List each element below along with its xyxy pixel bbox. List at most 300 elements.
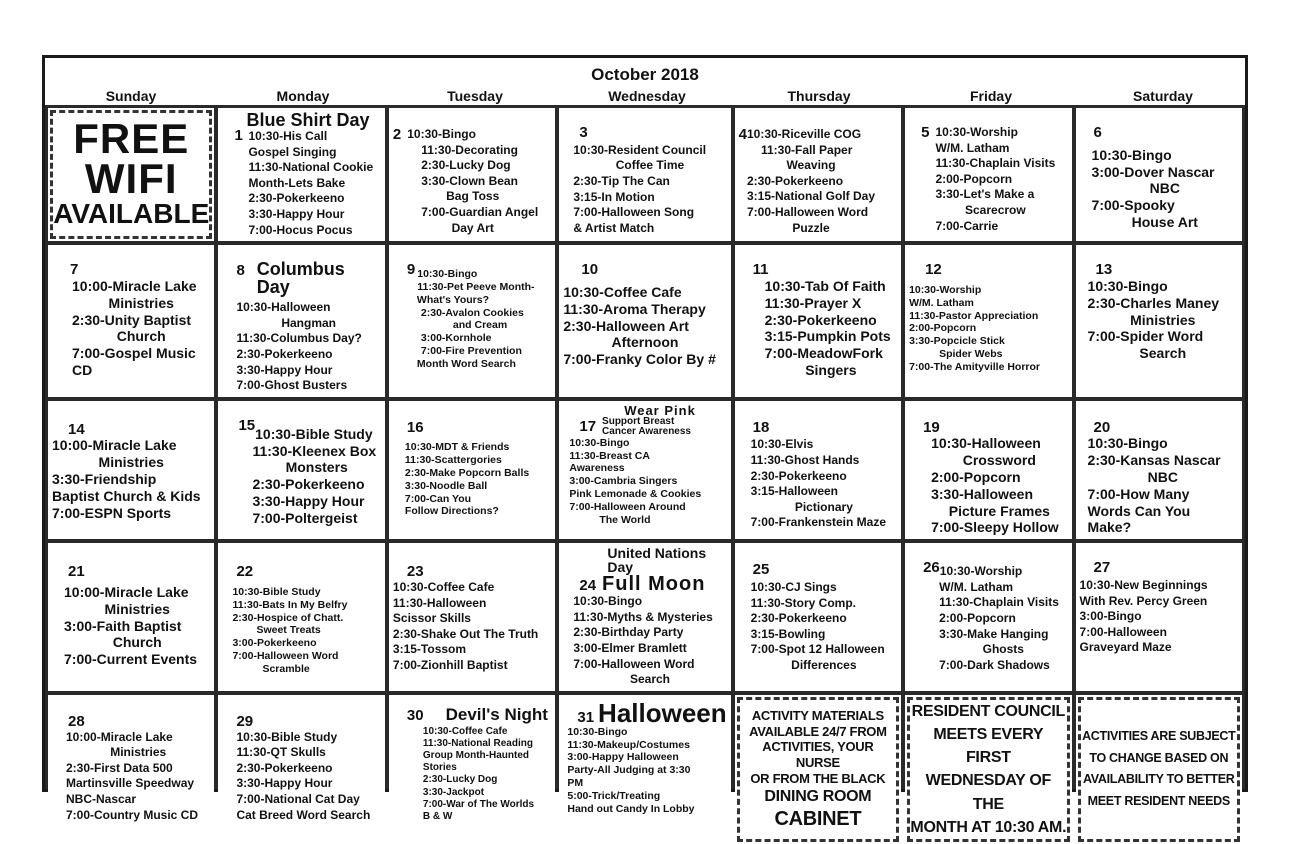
notice-line: OR FROM THE BLACK	[750, 771, 886, 787]
event-item: 11:30-Breast CA	[569, 449, 650, 462]
day-cell-26	[905, 543, 1071, 691]
event-item: 3:30-Noodle Ball	[404, 479, 488, 492]
event-item: 10:30-Coffee Cafe	[392, 580, 495, 594]
event-item: Ghosts	[982, 642, 1024, 657]
activity-materials-notice	[737, 697, 899, 842]
event-item: 2:30-Birthday Party	[573, 625, 684, 640]
day-number: 30	[406, 706, 424, 724]
day-cell-17	[559, 401, 730, 540]
event-item: 7:00-Can You	[404, 492, 472, 505]
day-cell-14	[48, 401, 214, 540]
event-item: 7:00-MeadowFork	[764, 345, 883, 362]
event-item: Weaving	[786, 158, 836, 173]
day-cell-13	[1076, 245, 1242, 397]
day-number: 16	[406, 418, 424, 436]
event-item: 10:30-CJ Sings	[750, 580, 837, 594]
event-item: and Cream	[452, 319, 508, 332]
event-item: Coffee Time	[615, 158, 685, 173]
event-item: 2:30-Avalon Cookies	[420, 306, 524, 319]
event-item: 7:00-War of The Worlds	[422, 798, 535, 810]
day-number: 1	[234, 127, 243, 144]
day-cell-3	[559, 108, 730, 241]
event-item: Follow Directions?	[404, 505, 499, 518]
day-name-friday: Friday	[969, 88, 1012, 104]
event-item: 7:00-Guardian Angel	[421, 204, 539, 219]
notice-line: MEET RESIDENT NEEDS	[1087, 794, 1230, 809]
event-item: 2:30-Kansas Nascar	[1087, 452, 1221, 469]
event-item: 2:30-Hospice of Chatt.	[232, 611, 344, 624]
event-item: Afternoon	[611, 334, 679, 351]
event-item: 11:30-Kleenex Box	[252, 442, 377, 459]
event-item: Hand out Candy In Lobby	[567, 802, 695, 815]
event-item: Gospel Singing	[248, 144, 337, 159]
wifi-notice-cell	[48, 108, 214, 241]
banner-support-breast: Support Breast	[602, 415, 675, 427]
day-number: 10	[581, 261, 599, 279]
day-cell-24	[559, 543, 730, 691]
event-item: 2:30-Unity Baptist	[72, 311, 192, 328]
day-name-saturday: Saturday	[1133, 88, 1193, 104]
activities-subject-notice-cell	[1076, 695, 1242, 844]
event-item: 2:30-Lucky Dog	[421, 158, 511, 173]
event-item: 7:00-Gospel Music	[72, 345, 196, 362]
day-cell-30	[389, 695, 555, 844]
event-item: 10:00-Miracle Lake	[52, 437, 177, 454]
day-number: 23	[406, 563, 424, 581]
day-cell-22	[218, 543, 384, 691]
event-item: 11:30-QT Skulls	[236, 745, 326, 760]
notice-line: ACTIVITIES, YOUR NURSE	[762, 739, 874, 771]
event-item: NBC	[1147, 469, 1178, 486]
event-item: 2:30-Lucky Dog	[422, 774, 498, 786]
day-name-wednesday: Wednesday	[608, 88, 686, 104]
event-item: 7:00-Fire Prevention	[420, 344, 522, 357]
day-cell-1	[218, 108, 384, 241]
event-item: 11:30-Myths & Mysteries	[573, 609, 713, 624]
event-item: 3:00-Dover Nascar	[1091, 163, 1215, 180]
event-item: Search	[1139, 345, 1187, 362]
event-item: 2:00-Popcorn	[909, 322, 977, 335]
event-item: Pink Lemonade & Cookies	[569, 487, 702, 500]
notice-line: ACTIVITIES ARE SUBJECT	[1082, 728, 1236, 743]
event-item: 2:30-Pokerkeeno	[764, 311, 877, 328]
event-item: Awareness	[569, 462, 625, 475]
day-number: 20	[1093, 418, 1111, 436]
banner-halloween: Halloween	[598, 697, 727, 728]
event-item: 7:00-Dark Shadows	[939, 657, 1050, 672]
event-item: 3:30-Clown Bean	[421, 173, 518, 188]
event-item: 10:30-MDT & Friends	[404, 441, 510, 454]
resident-council-notice	[907, 697, 1069, 842]
event-item: 7:00-Country Music CD	[66, 807, 199, 822]
day-number: 19	[923, 418, 940, 436]
event-item: Church	[112, 634, 162, 651]
event-item: Ministries	[108, 294, 174, 311]
calendar-grid	[45, 105, 1245, 836]
event-item: Sweet Treats	[256, 624, 321, 637]
event-item: W/M. Latham	[935, 140, 1010, 155]
event-item: 10:30-Bingo	[1091, 146, 1172, 163]
event-item: W/M. Latham	[909, 296, 974, 309]
event-item: Group Month-Haunted	[422, 749, 529, 761]
event-item: 3:00-Elmer Bramlett	[573, 641, 687, 656]
event-item: Make?	[1087, 519, 1132, 536]
event-item: 2:30-Pokerkeeno	[252, 476, 365, 493]
event-item: NBC	[1149, 180, 1180, 197]
event-item: Party-All Judging at 3:30	[567, 764, 691, 777]
notice-line: MEETS EVERY FIRST	[933, 726, 1044, 767]
event-item: 3:30-Halloween	[931, 485, 1034, 502]
day-number: 29	[236, 712, 254, 730]
day-number: 18	[752, 418, 770, 436]
event-item: 10:30-Worship	[909, 283, 982, 296]
event-item: 11:30-Scattergories	[404, 454, 502, 467]
event-item: 10:00-Miracle Lake	[64, 584, 189, 600]
event-item: 3:15-National Golf Day	[746, 189, 876, 204]
event-item: 10:30-Bingo	[1087, 435, 1168, 452]
day-cell-6	[1076, 108, 1242, 241]
event-item: 2:30-First Data 500	[66, 760, 173, 775]
event-item: 7:00-Halloween Around	[569, 500, 686, 513]
event-item: 3:30-Make Hanging	[939, 626, 1049, 641]
banner-wear-pink: Wear Pink	[624, 402, 696, 418]
day-name-thursday: Thursday	[787, 88, 851, 104]
event-item: 2:00-Popcorn	[935, 171, 1013, 186]
wifi-line-3: AVAILABLE	[53, 198, 210, 230]
day-number: 26	[923, 559, 940, 577]
event-item: 3:15-Bowling	[750, 626, 826, 641]
event-item: 10:30-Tab Of Faith	[764, 277, 886, 294]
activity-materials-notice-cell	[735, 695, 901, 844]
banner-cancer-awareness: Cancer Awareness	[602, 425, 691, 437]
event-item: 7:00-Halloween	[1079, 624, 1167, 639]
day-cell-19	[905, 401, 1071, 540]
day-number: 6	[1093, 124, 1102, 141]
notice-line: AVAILABLE 24/7 FROM	[749, 723, 887, 739]
event-item: 3:30-Friendship	[52, 471, 157, 488]
event-item: 2:30-Charles Maney	[1087, 294, 1220, 311]
event-item: Scramble	[262, 662, 310, 675]
event-item: & Artist Match	[573, 220, 655, 235]
event-item: 7:00-Spider Word	[1087, 328, 1204, 345]
event-item: 7:00-Carrie	[935, 218, 999, 233]
event-item: 2:00-Popcorn	[931, 469, 1021, 486]
event-item: 7:00-Current Events	[64, 651, 198, 668]
event-item: 3:30-Jackpot	[422, 786, 485, 798]
wifi-line-1: FREE	[73, 114, 190, 162]
wifi-notice	[50, 110, 212, 239]
day-cell-15	[218, 401, 384, 540]
event-item: 10:30-Bingo	[1087, 277, 1168, 294]
event-item: 11:30-Decorating	[421, 142, 518, 157]
event-item: NBC-Nascar	[66, 791, 137, 806]
event-item: 5:00-Trick/Treating	[567, 789, 661, 802]
event-item: 11:30-Bats In My Belfry	[232, 598, 348, 611]
day-cell-9	[389, 245, 555, 397]
day-number: 17	[579, 417, 597, 435]
event-item: Hangman	[281, 315, 337, 330]
event-item: 3:15-Pumpkin Pots	[764, 328, 891, 345]
event-item: 3:15-In Motion	[573, 189, 655, 204]
day-cell-28	[48, 695, 214, 844]
notice-line: ACTIVITY MATERIALS	[751, 707, 884, 723]
event-item: 7:00-Halloween Song	[573, 205, 695, 220]
event-item: B & W	[422, 810, 453, 822]
day-number: 13	[1095, 261, 1113, 279]
day-name-sunday: Sunday	[105, 88, 157, 104]
event-item: 10:30-Bingo	[567, 725, 628, 738]
day-number: 12	[925, 261, 942, 279]
event-item: Spider Webs	[939, 347, 1003, 360]
notice-line: WEDNESDAY OF THE	[925, 772, 1051, 813]
day-cell-12	[905, 245, 1071, 397]
event-item: 7:00-Halloween Word	[232, 649, 339, 662]
day-cell-2	[389, 108, 555, 241]
day-cell-7	[48, 245, 214, 397]
event-item: Puzzle	[792, 220, 830, 235]
event-item: 10:30-Bingo	[417, 268, 478, 281]
event-item: 11:30-Chaplain Visits	[939, 595, 1059, 610]
notice-line: DINING ROOM	[764, 788, 872, 806]
banner-blue-shirt-day: Blue Shirt Day	[246, 110, 370, 130]
event-item: PM	[567, 777, 584, 789]
day-number: 25	[752, 561, 770, 579]
banner-devils-night: Devil's Night	[445, 704, 548, 724]
event-item: Church	[116, 328, 166, 345]
day-number: 8	[236, 262, 245, 280]
event-item: 11:30-Fall Paper	[760, 142, 853, 157]
event-item: 7:00-Sleepy Hollow	[931, 519, 1059, 536]
event-item: 3:15-Tossom	[392, 642, 467, 657]
event-item: 11:30-Chaplain Visits	[935, 156, 1056, 171]
event-item: 10:30-Resident Council	[573, 142, 707, 157]
event-item: 2:30-Pokerkeeno	[248, 191, 345, 206]
calendar-header	[45, 58, 1245, 105]
event-item: 7:00-Spooky	[1091, 197, 1175, 214]
event-item: Ministries	[104, 600, 170, 617]
event-item: 10:30-Bible Study	[255, 425, 373, 442]
event-item: 2:00-Popcorn	[939, 611, 1016, 626]
event-item: 10:30-Bingo	[407, 127, 476, 141]
activities-subject-notice	[1078, 697, 1240, 842]
event-item: 2:30-Pokerkeeno	[746, 173, 844, 188]
event-item: 3:30-Let's Make a	[935, 187, 1035, 202]
event-item: Stories	[422, 762, 457, 774]
event-item: 2:30-Tip The Can	[573, 173, 670, 188]
day-cell-29	[218, 695, 384, 844]
day-number: 14	[68, 420, 85, 438]
event-item: 10:30-Worship	[939, 564, 1023, 579]
event-item: 7:00-Poltergeist	[252, 509, 358, 526]
event-item: W/M. Latham	[939, 579, 1014, 594]
event-item: Pictionary	[794, 499, 853, 514]
event-item: Differences	[791, 657, 857, 672]
event-item: 7:00-Frankenstein Maze	[750, 515, 887, 530]
event-item: 10:30-His Call	[248, 129, 328, 143]
event-item: 11:30-Ghost Hands	[750, 453, 860, 468]
event-item: Month Word Search	[416, 357, 516, 370]
notice-line: MONTH AT 10:30 AM.	[910, 818, 1067, 836]
event-item: The World	[599, 513, 651, 526]
event-item: 11:30-Pet Peeve Month-	[417, 280, 535, 293]
event-item: 2:30-Shake Out The Truth	[392, 626, 539, 641]
day-number: 4	[738, 126, 747, 143]
event-item: 2:30-Halloween Art	[563, 317, 689, 334]
day-cell-16	[389, 401, 555, 540]
day-cell-21	[48, 543, 214, 691]
notice-line: AVAILABILITY TO BETTER	[1083, 772, 1235, 787]
day-cell-31	[559, 695, 730, 844]
wifi-line-2: WIFI	[84, 154, 178, 202]
notice-line: RESIDENT COUNCIL	[911, 702, 1066, 720]
event-item: 2:30-Pokerkeeno	[750, 468, 847, 483]
day-cell-10	[559, 245, 730, 397]
banner-full-moon: Full Moon	[602, 573, 706, 596]
event-item: 7:00-Zionhill Baptist	[392, 657, 508, 672]
event-item: 10:30-Riceville COG	[746, 127, 862, 141]
event-item: 3:30-Happy Hour	[236, 362, 333, 377]
calendar	[42, 55, 1248, 836]
event-item: 3:00-Cambria Singers	[569, 475, 678, 488]
event-item: 2:30-Pokerkeeno	[236, 760, 333, 775]
event-item: 2:30-Pokerkeeno	[236, 346, 333, 361]
day-cell-5	[905, 108, 1071, 241]
event-item: 10:30-Halloween	[931, 435, 1041, 452]
notice-line: TO CHANGE BASED ON	[1089, 750, 1229, 765]
event-item: 3:00-Faith Baptist	[64, 617, 182, 634]
event-item: 10:30-Bible Study	[236, 729, 338, 744]
event-item: 7:00-The Amityville Horror	[909, 360, 1040, 373]
event-item: Search	[629, 672, 671, 687]
event-item: 10:30-New Beginnings	[1079, 578, 1208, 592]
day-cell-25	[735, 543, 901, 691]
event-item: 7:00-Spot 12 Halloween	[750, 642, 885, 657]
event-item: 11:30-National Reading	[422, 737, 533, 749]
day-cell-4	[735, 108, 901, 241]
day-number: 7	[70, 261, 79, 279]
event-item: 3:30-Happy Hour	[252, 492, 365, 509]
event-item: 10:30-Bible Study	[232, 586, 321, 598]
event-item: Ministries	[98, 454, 164, 471]
event-item: 7:00-How Many	[1087, 485, 1190, 502]
event-item: 10:30-Elvis	[750, 437, 814, 452]
event-item: 3:00-Bingo	[1079, 609, 1142, 624]
event-item: 11:30-National Cookie	[248, 160, 374, 175]
event-item: 7:00-Halloween Word	[573, 656, 695, 671]
event-item: 11:30-Makeup/Costumes	[567, 738, 690, 751]
event-item: 10:30-Halloween	[236, 300, 331, 315]
event-item: Monsters	[285, 459, 348, 476]
event-item: What's Yours?	[416, 293, 490, 306]
day-number: 3	[579, 124, 588, 141]
event-item: 3:00-Kornhole	[420, 332, 492, 345]
event-item: 3:00-Happy Halloween	[567, 751, 679, 764]
day-number: 27	[1093, 559, 1111, 577]
event-item: Bag Toss	[446, 189, 500, 204]
event-item: Ministries	[1130, 311, 1196, 328]
event-item: Scissor Skills	[392, 611, 471, 626]
event-item: House Art	[1131, 213, 1198, 230]
event-item: 10:30-Coffee Cafe	[563, 283, 682, 300]
event-item: Scarecrow	[965, 202, 1026, 217]
event-item: Crossword	[962, 452, 1036, 469]
event-item: 11:30-Pastor Appreciation	[909, 309, 1039, 322]
event-item: 2:30-Make Popcorn Balls	[404, 467, 530, 480]
event-item: 7:00-Ghost Busters	[236, 378, 348, 393]
event-item: Day Art	[451, 220, 494, 235]
day-number: 2	[392, 126, 402, 143]
day-number: 22	[236, 563, 254, 581]
event-item: Martinsville Speedway	[66, 776, 195, 791]
event-item: 11:30-Halloween	[392, 595, 487, 610]
calendar-title: October 2018	[591, 65, 699, 84]
day-number: 28	[68, 712, 85, 730]
event-item: 7:00-Franky Color By #	[563, 351, 716, 368]
event-item: 3:15-Halloween	[750, 484, 839, 499]
event-item: 7:00-Halloween Word	[746, 204, 869, 219]
day-number: 11	[752, 261, 769, 279]
event-item: Picture Frames	[948, 502, 1050, 519]
event-item: Singers	[805, 361, 857, 378]
event-item: 10:30-Bingo	[569, 436, 630, 449]
day-cell-20	[1076, 401, 1242, 540]
day-cell-27	[1076, 543, 1242, 691]
resident-council-notice-cell	[905, 695, 1071, 844]
event-item: Ministries	[110, 745, 167, 760]
event-item: 11:30-Aroma Therapy	[563, 300, 706, 317]
day-number: 31	[577, 708, 595, 726]
event-item: 10:30-Worship	[935, 125, 1018, 139]
notice-line: CABINET	[774, 807, 862, 830]
event-item: 10:00-Miracle Lake	[72, 277, 197, 294]
event-item: 7:00-Hocus Pocus	[248, 222, 353, 237]
event-item: 7:00-National Cat Day	[236, 791, 360, 806]
event-item: 11:30-Story Comp.	[750, 595, 857, 610]
event-item: 11:30-Columbus Day?	[236, 331, 362, 346]
event-item: 11:30-Prayer X	[764, 294, 862, 311]
event-item: 3:30-Happy Hour	[236, 776, 333, 791]
day-number: 24	[579, 577, 597, 595]
event-item: 10:30-Coffee Cafe	[422, 725, 508, 737]
event-item: 10:00-Miracle Lake	[66, 729, 173, 744]
event-item: With Rev. Percy Green	[1079, 593, 1208, 608]
event-item: 3:00-Pokerkeeno	[232, 637, 317, 650]
day-cell-11	[735, 245, 901, 397]
banner-columbus-day: Columbus Day	[256, 259, 345, 298]
event-item: Words Can You	[1087, 502, 1191, 519]
banner-united-nations-day: United Nations Day	[607, 545, 707, 576]
event-item: 7:00-ESPN Sports	[52, 504, 172, 521]
event-item: 3:30-Popcicle Stick	[909, 335, 1005, 348]
event-item: 2:30-Pokerkeeno	[750, 611, 847, 626]
day-number: 21	[68, 563, 85, 581]
day-name-tuesday: Tuesday	[447, 88, 503, 104]
day-cell-8	[218, 245, 384, 397]
day-number: 15	[238, 416, 256, 434]
event-item: CD	[72, 361, 93, 378]
day-number: 5	[921, 124, 930, 141]
day-cell-23	[389, 543, 555, 691]
day-name-monday: Monday	[276, 88, 330, 104]
day-cell-18	[735, 401, 901, 540]
event-item: 3:30-Happy Hour	[248, 206, 345, 221]
event-item: 10:30-Bingo	[573, 594, 643, 609]
event-item: Cat Breed Word Search	[236, 807, 371, 822]
event-item: Month-Lets Bake	[248, 175, 346, 190]
event-item: Baptist Church & Kids	[52, 487, 201, 504]
day-number: 9	[406, 261, 416, 279]
event-item: Graveyard Maze	[1079, 640, 1172, 655]
